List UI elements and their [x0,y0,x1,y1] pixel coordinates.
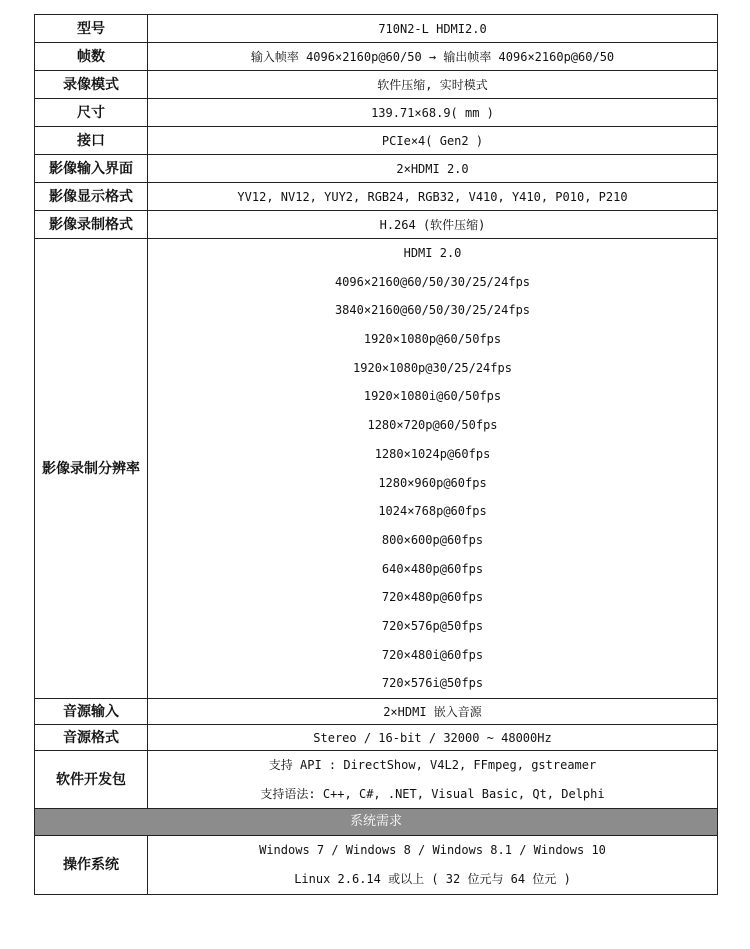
resolution-item: 1920×1080p@60/50fps [363,332,502,347]
spec-label: 影像录制格式 [35,211,148,239]
resolution-item: 720×576p@50fps [381,618,484,633]
resolution-item: 720×480i@60fps [381,647,484,662]
os-row [35,836,718,894]
resolution-item: 1280×960p@60fps [378,475,487,490]
spec-label: 帧数 [35,43,148,71]
spec-label: 接口 [35,127,148,155]
spec-value: 2×HDMI 2.0 [148,155,718,183]
spec-value: 139.71×68.9( mm ) [148,99,718,127]
audio-format-value: Stereo / 16-bit / 32000 ~ 48000Hz [148,725,718,751]
sdk-label: 软件开发包 [35,751,148,809]
resolution-item: HDMI 2.0 [403,246,462,260]
resolution-item: 1920×1080i@60/50fps [363,389,502,404]
spec-table-body [35,15,718,895]
resolution-item: 1280×720p@60/50fps [367,418,498,433]
spec-row-resolution [35,239,718,699]
resolution-item: 1920×1080p@30/25/24fps [353,360,512,375]
spec-row [35,211,718,239]
audio-input-label: 音源输入 [35,699,148,725]
audio-format-row [35,725,718,751]
spec-value: 710N2-L HDMI2.0 [148,15,718,43]
sdk-line: 支持 API : DirectShow, V4L2, FFmpeg, gstreamer [268,758,597,772]
resolution-values [148,239,718,699]
spec-row [35,43,718,71]
resolution-label: 影像录制分辨率 [35,239,148,699]
audio-input-value: 2×HDMI 嵌入音源 [148,699,718,725]
spec-row [35,71,718,99]
spec-label: 录像模式 [35,71,148,99]
sdk-row [35,751,718,809]
spec-row [35,155,718,183]
spec-row [35,15,718,43]
resolution-item: 720×576i@50fps [381,676,484,691]
resolution-item: 720×480p@60fps [381,590,484,605]
spec-label: 影像输入界面 [35,155,148,183]
section-header-row [35,809,718,836]
os-line: Linux 2.6.14 或以上 ( 32 位元与 64 位元 ) [294,872,571,887]
resolution-item: 800×600p@60fps [381,532,484,547]
spec-value: H.264 (软件压缩) [148,211,718,239]
spec-value: 软件压缩, 实时模式 [148,71,718,99]
os-line: Windows 7 / Windows 8 / Windows 8.1 / Windows 10 [259,843,606,858]
spec-value: YV12, NV12, YUY2, RGB24, RGB32, V410, Y410, P010, P210 [148,183,718,211]
sdk-line: 支持语法: C++, C#, .NET, Visual Basic, Qt, Delphi [260,786,605,801]
resolution-item: 640×480p@60fps [381,561,484,576]
spec-row [35,183,718,211]
spec-table [34,14,718,895]
spec-label: 型号 [35,15,148,43]
os-values [148,836,718,894]
audio-input-row [35,699,718,725]
spec-value: PCIe×4( Gen2 ) [148,127,718,155]
spec-row [35,127,718,155]
os-label: 操作系统 [35,836,148,894]
spec-value: 输入帧率 4096×2160p@60/50 → 输出帧率 4096×2160p@60/50 [148,43,718,71]
spec-label: 影像显示格式 [35,183,148,211]
section-header: 系统需求 [35,809,718,836]
resolution-item: 3840×2160@60/50/30/25/24fps [334,303,531,318]
resolution-item: 1024×768p@60fps [378,504,487,519]
spec-row [35,99,718,127]
sdk-values [148,751,718,809]
resolution-item: 4096×2160@60/50/30/25/24fps [334,274,531,289]
spec-label: 尺寸 [35,99,148,127]
audio-format-label: 音源格式 [35,725,148,751]
resolution-item: 1280×1024p@60fps [374,446,491,461]
